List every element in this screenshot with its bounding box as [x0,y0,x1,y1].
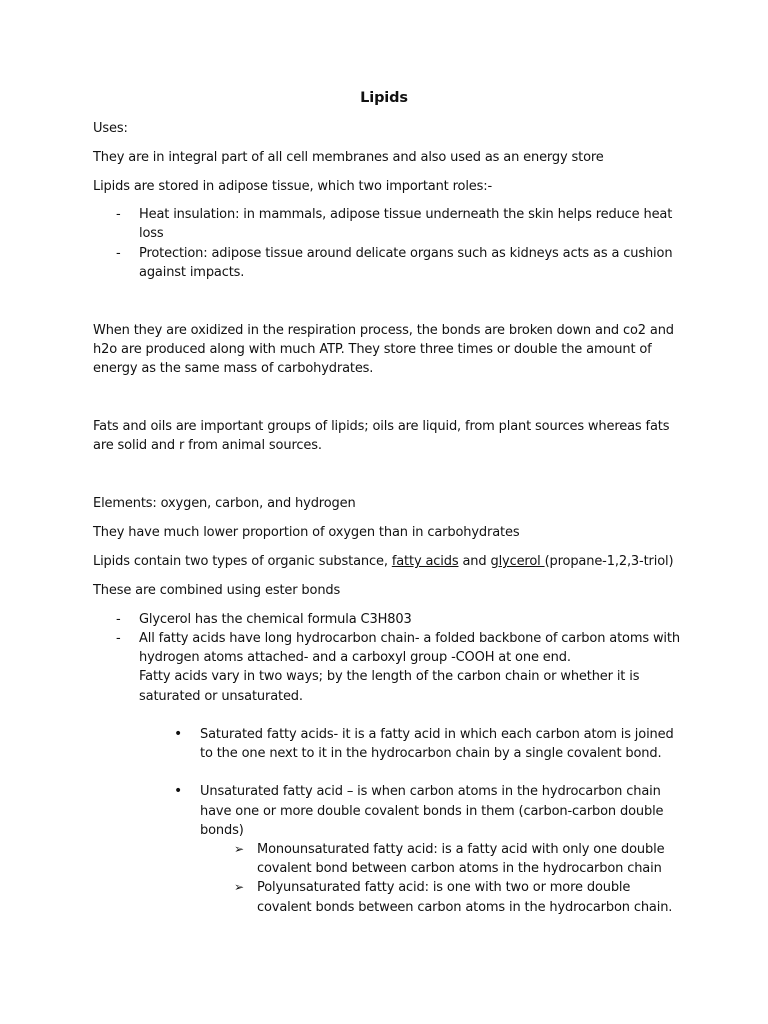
paragraph-fats-line-1: Fats and oils are important groups of lipids; oils are liquid, from plant sources whereas fats [93,419,670,434]
list-item-heat-line-2: loss [139,226,164,241]
arrow-bullet-icon: ➢ [234,880,244,894]
fatty-acids-link[interactable]: fatty acids [391,554,459,569]
bullet-dot: • [174,726,183,742]
mono-line-1: Monounsaturated fatty acid: is a fatty acid with only one double [257,842,665,857]
unsaturated-line-3: bonds) [200,823,244,838]
list-dash: - [116,612,121,627]
paragraph-oxidized-line-1: When they are oxidized in the respiration process, the bonds are broken down and co2 and [93,323,674,338]
glycerol-link[interactable]: glycerol [490,554,545,569]
unsaturated-line-2: have one or more double covalent bonds in them (carbon-carbon double [200,804,664,819]
list-dash: - [116,207,121,222]
paragraph-ester: These are combined using ester bonds [93,583,341,598]
list-dash: - [116,631,121,646]
saturated-line-2: to the one next to it in the hydrocarbon chain by a single covalent bond. [200,746,662,761]
mono-line-2: covalent bond between carbon atoms in the hydrocarbon chain [257,861,662,876]
paragraph-oxidized-line-3: energy as the same mass of carbohydrates. [93,361,374,376]
list-item-heat-line-1: Heat insulation: in mammals, adipose tissue underneath the skin helps reduce heat [139,207,673,222]
contain-mid: and [458,554,491,569]
contain-suffix: (propane-1,2,3-triol) [544,554,674,569]
paragraph-uses: They are in integral part of all cell membranes and also used as an energy store [93,150,604,165]
page-title: Lipids [360,90,408,106]
list-item-fatty-acids-line-4: saturated or unsaturated. [139,689,303,704]
uses-label: Uses: [93,121,128,136]
saturated-line-1: Saturated fatty acids- it is a fatty acid in which each carbon atom is joined [200,727,674,742]
paragraph-fats-line-2: are solid and r from animal sources. [93,438,322,453]
poly-line-1: Polyunsaturated fatty acid: is one with two or more double [257,880,631,895]
list-item-fatty-acids-line-1: All fatty acids have long hydrocarbon chain- a folded backbone of carbon atoms with [139,631,680,646]
paragraph-oxidized-line-2: h2o are produced along with much ATP. They store three times or double the amount of [93,342,652,357]
bullet-dot: • [174,783,183,799]
paragraph-oxygen: They have much lower proportion of oxygen than in carbohydrates [93,525,520,540]
contain-prefix: Lipids contain two types of organic substance, [93,554,392,569]
list-item-glycerol: Glycerol has the chemical formula C3H803 [139,612,412,627]
list-item-protection-line-2: against impacts. [139,265,245,280]
list-item-fatty-acids-line-3: Fatty acids vary in two ways; by the length of the carbon chain or whether it is [139,669,640,684]
poly-line-2: covalent bonds between carbon atoms in the hydrocarbon chain. [257,900,673,915]
unsaturated-line-1: Unsaturated fatty acid – is when carbon atoms in the hydrocarbon chain [200,784,661,799]
list-item-protection-line-1: Protection: adipose tissue around delicate organs such as kidneys acts as a cushion [139,246,673,261]
paragraph-contain [93,552,673,571]
list-dash: - [116,246,121,261]
paragraph-elements: Elements: oxygen, carbon, and hydrogen [93,496,356,511]
paragraph-adipose: Lipids are stored in adipose tissue, which two important roles:- [93,179,493,194]
list-item-fatty-acids-line-2: hydrogen atoms attached- and a carboxyl group -COOH at one end. [139,650,571,665]
arrow-bullet-icon: ➢ [234,842,244,856]
